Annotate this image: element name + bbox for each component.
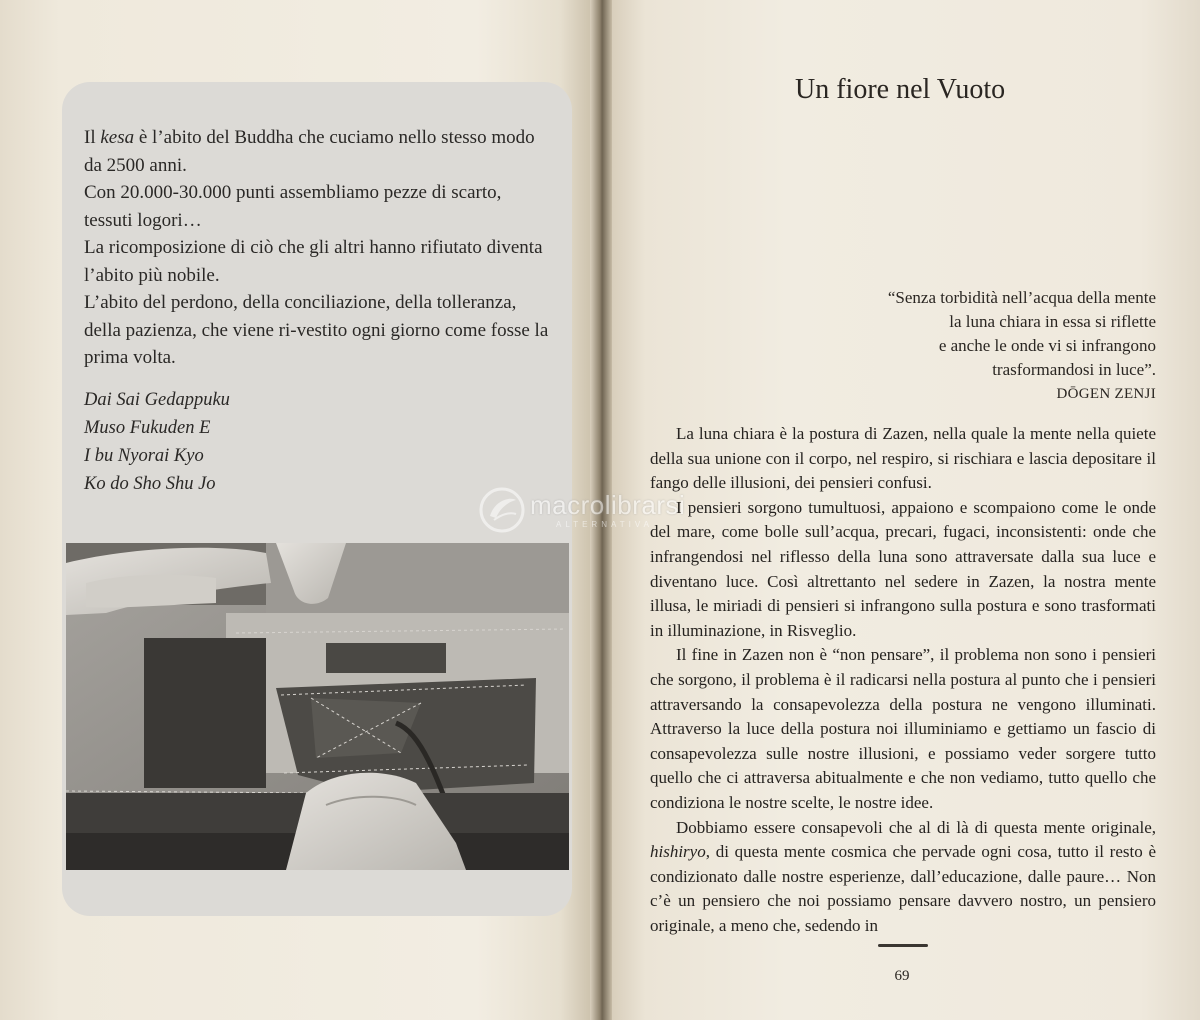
text-run: La ricomposizione di ciò che gli altri hanno rifiutato diventa l’abito più nobile. (84, 237, 543, 286)
kesa-paragraph (84, 179, 554, 234)
kesa-sutra (84, 386, 554, 498)
sutra-line: Ko do Sho Shu Jo (84, 474, 216, 494)
body-paragraph: Il fine in Zazen non è “non pensare”, il problema non sono i pensieri che sorgono, il problema è il radicarsi nella postura al punto che i pensieri attraversando la consapevolezza della postura ne vengono illuminati. Attraverso la luce della postura noi illuminiamo e gettiamo un fascio di consapevolezza sulle nostre illusioni, e possiamo veder sorgere tutto quello che ci attraversa abitualmente e che non vediamo, tutto quello che condiziona le nostre scelte, le nostre idee. (650, 645, 1156, 812)
text-run: , di questa mente cosmica che pervade ogni cosa, tutto il resto è condizionato dalle nostre esperienze, dall’educazione, dalle paure… Non c’è un pensiero che noi possiamo pensare davvero nostro, un pensiero originale, a meno che, sedendo in (650, 842, 1156, 935)
body-paragraph (650, 816, 1156, 939)
body-paragraph: I pensieri sorgono tumultuosi, appaiono e scompaiono come le onde del mare, come bolle sull’acqua, precari, fugaci, inconsistenti: onde che infrangendosi nel riflesso della luna sono attraversate dalla sua luce e diventano luce. Così altrettanto nel sedere in Zazen, la nostra mente illusa, le miriadi di pensieri si infrangono sulla postura e sono trasformati in illuminazione, in Risveglio. (650, 497, 1156, 640)
text-run: Il (84, 127, 101, 148)
chapter-title: Un fiore nel Vuoto (795, 74, 1006, 105)
sutra-line: Dai Sai Gedappuku (84, 390, 230, 410)
watermark-name: macrolibrarsi (530, 490, 686, 520)
epigraph-line: trasformandosi in luce”. (992, 360, 1156, 379)
hands-sewing-kesa-photo (66, 543, 569, 870)
photo-illustration (66, 543, 569, 870)
text-run: Dobbiamo essere consapevoli che al di là di questa mente originale, (676, 817, 1156, 837)
text-run: è l’abito del Buddha che cuciamo nello stesso modo da 2500 anni. (84, 127, 535, 176)
kesa-paragraphs (84, 124, 554, 372)
kesa-term: kesa (100, 127, 135, 148)
sutra-line: I bu Nyorai Kyo (84, 446, 204, 466)
watermark-tagline: ALTERNATIVA (556, 520, 653, 529)
kesa-paragraph (84, 234, 554, 289)
body-paragraph: La luna chiara è la postura di Zazen, nella quale la mente nella quiete della sua unione con il corpo, nel respiro, si rischiara e lascia depositare il fango delle illusioni, dei pensieri confusi. (650, 424, 1156, 493)
epigraph (700, 286, 1156, 406)
hishiryo-term: hishiryo (650, 842, 706, 862)
epigraph-line: “Senza torbidità nell’acqua della mente (887, 288, 1156, 307)
epigraph-line: e anche le onde vi si infrangono (938, 336, 1156, 355)
kesa-paragraph (84, 289, 554, 372)
macrolibrarsi-logo-icon (478, 486, 526, 534)
kesa-paragraph (84, 124, 554, 179)
text-run: L’abito del perdono, della conciliazione, della tolleranza, della pazienza, che viene ri-vestito ogni giorno come fosse la prima volta. (84, 292, 549, 368)
epigraph-author: DŌGEN ZENJI (1056, 386, 1156, 402)
text-run: Con 20.000-30.000 punti assembliamo pezze di scarto, tessuti logori… (84, 182, 502, 231)
chapter-body (650, 422, 1156, 938)
folio-rule (878, 944, 928, 947)
epigraph-line: la luna chiara in essa si riflette (949, 312, 1156, 331)
page-number: 69 (894, 968, 910, 984)
sutra-line: Muso Fukuden E (84, 418, 211, 438)
